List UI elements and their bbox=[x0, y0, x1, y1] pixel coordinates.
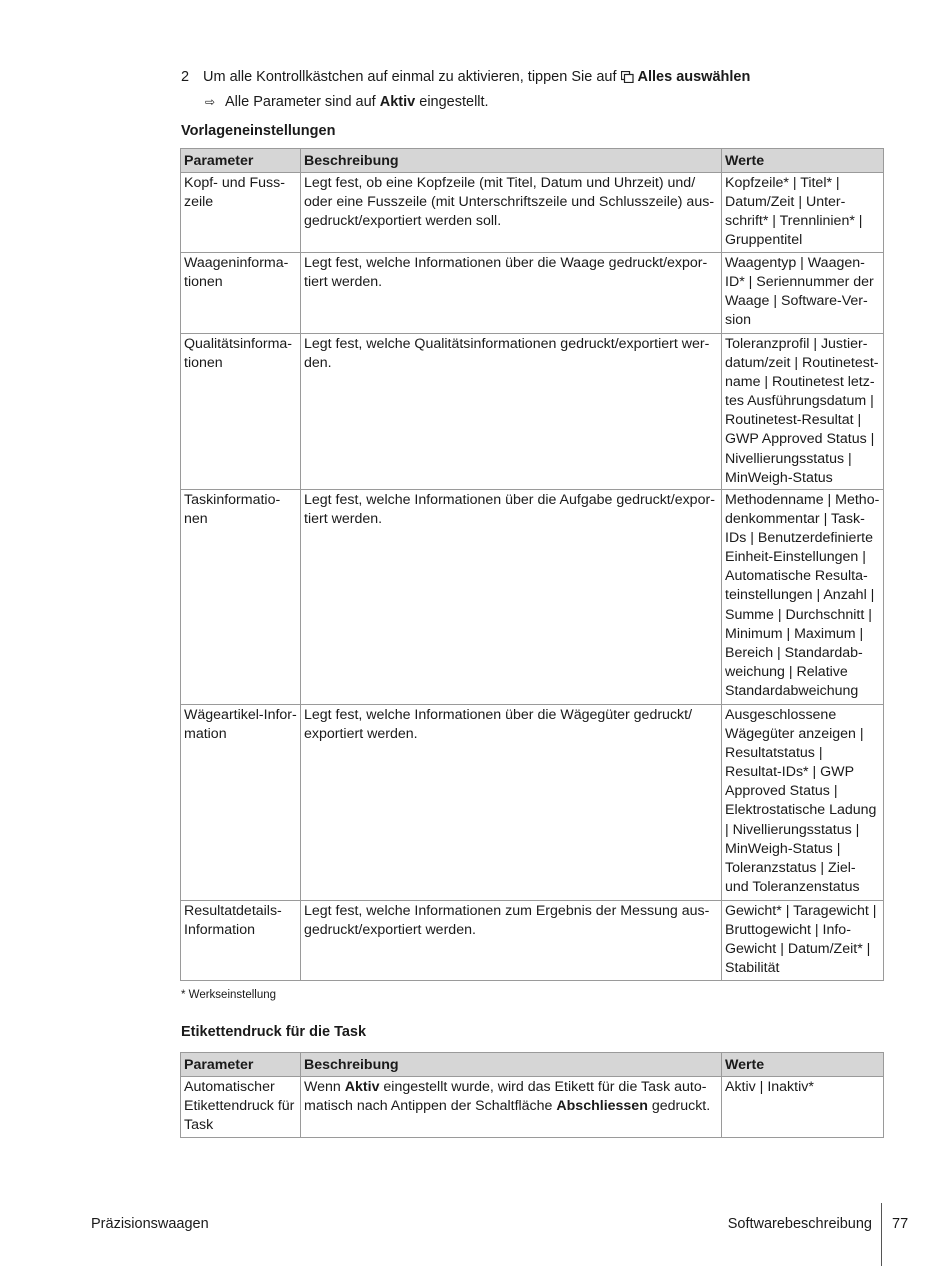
row-values: Methodenname | Methodenkommentar | Task-IDs | Benutzerdefinierte Einheit-Einstellungen | Automatische Resultateinstellungen | Anzahl | Summe | Durchschnitt | Minimum | Maximum | Bereich | Standardabweichung | Relative Standardabweichung bbox=[722, 490, 884, 705]
table-row bbox=[181, 253, 884, 334]
section-title-label-print: Etikettendruck für die Task bbox=[181, 1024, 367, 1040]
header-values: Werte bbox=[722, 1053, 884, 1077]
header-description: Beschreibung bbox=[301, 1053, 722, 1077]
row-parameter: Waageninformationen bbox=[181, 253, 301, 334]
footer-product: Präzisionswaagen bbox=[91, 1216, 209, 1232]
step-number: 2 bbox=[181, 69, 190, 85]
row-parameter: Automatischer Etikettendruck für Task bbox=[181, 1077, 301, 1138]
row-description: Legt fest, welche Informationen über die Wägegüter gedruckt/ exportiert werden. bbox=[301, 705, 722, 901]
row-description: Legt fest, welche Informationen zum Ergebnis der Messung ausgedruckt/exportiert werden. bbox=[301, 901, 722, 981]
row-values: Gewicht* | Taragewicht | Bruttogewicht | Info-Gewicht | Datum/Zeit* | Stabilität bbox=[722, 901, 884, 981]
row-description: Legt fest, welche Informationen über die Waage gedruckt/exportiert werden. bbox=[301, 253, 722, 334]
header-description: Beschreibung bbox=[301, 149, 722, 173]
header-parameter: Parameter bbox=[181, 1053, 301, 1077]
row-parameter: Qualitätsinformationen bbox=[181, 334, 301, 490]
desc-text: gedruckt. bbox=[651, 1098, 711, 1115]
row-values: Waagentyp | Waagen-ID* | Seriennummer der Waage | Software-Version bbox=[722, 253, 884, 334]
footer-chapter: Softwarebeschreibung bbox=[727, 1216, 872, 1232]
desc-bold-abschliessen: Abschliessen bbox=[556, 1098, 648, 1115]
row-description: Legt fest, welche Qualitätsinformationen gedruckt/exportiert werden. bbox=[301, 334, 722, 490]
page-number: 77 bbox=[892, 1216, 909, 1232]
footnote-factory-setting: * Werkseinstellung bbox=[181, 989, 277, 1001]
table-row bbox=[181, 173, 884, 253]
step-result bbox=[205, 92, 489, 112]
row-parameter: Wägeartikel-Information bbox=[181, 705, 301, 901]
select-all-button-label: Alles auswählen bbox=[637, 69, 751, 85]
section-title-template: Vorlageneinstellungen bbox=[181, 123, 336, 139]
footer-divider bbox=[881, 1203, 882, 1266]
table-row bbox=[181, 334, 884, 490]
row-values: Aktiv | Inaktiv* bbox=[722, 1077, 884, 1138]
desc-bold-aktiv: Aktiv bbox=[344, 1079, 380, 1095]
row-description bbox=[301, 1077, 722, 1138]
row-parameter: Kopf- und Fusszeile bbox=[181, 173, 301, 253]
table-row bbox=[181, 1077, 884, 1138]
result-prefix: Alle Parameter sind auf bbox=[225, 94, 376, 110]
table-header-row bbox=[181, 149, 884, 173]
row-description: Legt fest, welche Informationen über die Aufgabe gedruckt/exportiert werden. bbox=[301, 490, 722, 705]
result-suffix: eingestellt. bbox=[419, 94, 489, 110]
row-parameter: Taskinformationen bbox=[181, 490, 301, 705]
row-description: Legt fest, ob eine Kopfzeile (mit Titel, Datum und Uhrzeit) und/ oder eine Fusszeile (mit Unterschriftszeile und Schlusszeile) ausgedruckt/exportiert werden soll. bbox=[301, 173, 722, 253]
instruction-step bbox=[181, 67, 750, 87]
label-print-table bbox=[180, 1052, 884, 1138]
select-all-icon bbox=[621, 69, 634, 81]
table-row bbox=[181, 901, 884, 981]
header-parameter: Parameter bbox=[181, 149, 301, 173]
table-row bbox=[181, 490, 884, 705]
template-settings-table bbox=[180, 148, 884, 981]
result-arrow-icon: ⇨ bbox=[205, 95, 216, 109]
table-header-row bbox=[181, 1053, 884, 1077]
desc-text: Wenn bbox=[304, 1079, 341, 1095]
table-row bbox=[181, 705, 884, 901]
result-bold: Aktiv bbox=[379, 94, 416, 110]
header-values: Werte bbox=[722, 149, 884, 173]
row-values: Kopfzeile* | Titel* | Datum/Zeit | Unterschrift* | Trennlinien* | Gruppentitel bbox=[722, 173, 884, 253]
row-values: Toleranzprofil | Justierdatum/zeit | Routinetestname | Routinetest letztes Ausführungsdatum | Routinetest-Resultat | GWP Approved Status | Nivellierungsstatus | MinWeigh-Status bbox=[722, 334, 884, 490]
desc-text: eingestellt wurde, wird das Etikett für die Task automatisch nach Antippen der Schaltfläche bbox=[304, 1079, 707, 1115]
step-text: Um alle Kontrollkästchen auf einmal zu aktivieren, tippen Sie auf bbox=[203, 69, 617, 85]
row-values: Ausgeschlossene Wägegüter anzeigen | Resultatstatus | Resultat-IDs* | GWP Approved Status | Elektrostatische Ladung | Nivellierungsstatus | MinWeigh-Status | Toleranzstatus | Ziel- und Toleranzenstatus bbox=[722, 705, 884, 901]
row-parameter: Resultatdetails-Information bbox=[181, 901, 301, 981]
